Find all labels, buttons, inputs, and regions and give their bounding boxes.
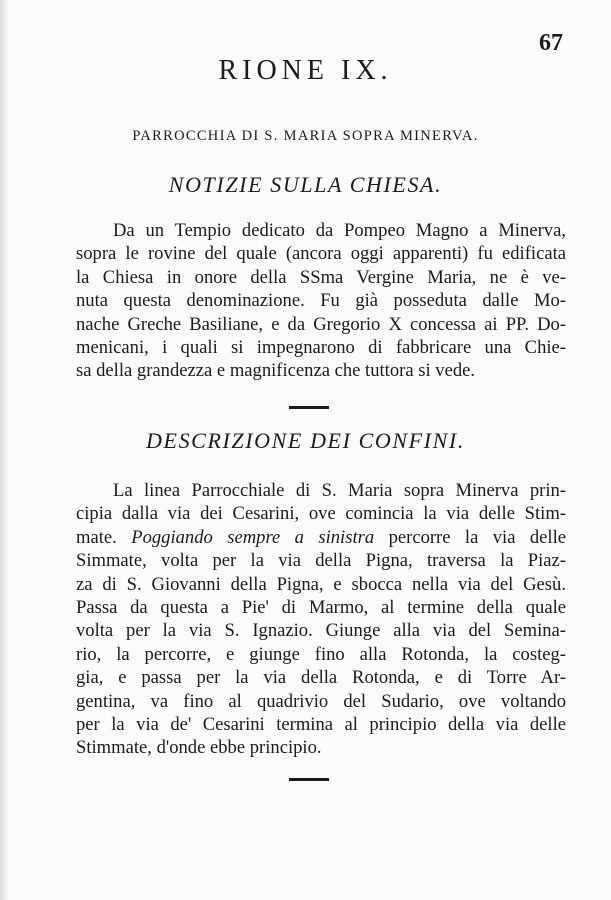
confini-section-title: DESCRIZIONE DEI CONFINI. [146,428,465,453]
notizie-section-title: NOTIZIE SULLA CHIESA. [168,172,443,197]
text-line: gentina, va fino al quadrivio del Sudario, ove voltando [76,690,566,712]
text-line-mixed [76,526,566,549]
text-line: per la via de' Cesarini termina al principio della via delle [76,714,566,736]
text-line: nuta questa denominazione. Fu già posseduta dalle Mo- [76,290,566,312]
text-line: Passa da questa a Pie' di Marmo, al termine della quale [76,597,566,619]
text-line: cipia dalla via dei Cesarini, ove comincia la via delle Stim- [76,503,566,525]
text-line: menicani, i quali si impegnarono di fabbricare una Chie- [76,337,566,359]
text-fragment: mate. [76,526,117,548]
confini-paragraph [76,479,566,760]
text-line: sopra le rovine del quale (ancora oggi apparenti) fu edificata [76,243,566,265]
section-divider [289,778,329,781]
text-line: Da un Tempio dedicato da Pompeo Magno a Minerva, [113,220,566,241]
section-divider [289,406,329,409]
page-number: 67 [539,30,563,56]
text-line: sa della grandezza e magnificenza che tuttora si vede. [76,360,476,382]
text-line: La linea Parrocchiale di S. Maria sopra Minerva prin- [113,480,566,501]
parish-heading: PARROCCHIA DI S. MARIA SOPRA MINERVA. [132,128,479,144]
text-line: rio, la percorre, e giunge fino alla Rotonda, la costeg- [76,643,566,665]
text-line: la Chiesa in onore della SSma Vergine Maria, ne è ve- [76,266,566,288]
rione-heading: RIONE IX. [218,55,393,86]
italic-phrase: Poggiando sempre a sinistra [131,526,375,548]
text-line: volta per la via S. Ignazio. Giunge alla via del Semina- [76,620,566,642]
text-line: Simmate, volta per la via della Pigna, traversa la Piaz- [76,550,566,572]
text-line: gia, e passa per la via della Rotonda, e di Torre Ar- [76,667,566,689]
text-line: nache Greche Basiliane, e da Gregorio X concessa ai PP. Do- [76,313,566,335]
text-line: Stimmate, d'onde ebbe principio. [76,737,322,759]
text-line: za di S. Giovanni della Pigna, e sbocca nella via del Gesù. [76,573,566,595]
notizie-paragraph [76,219,566,383]
text-fragment: percorre la via delle [388,526,566,548]
